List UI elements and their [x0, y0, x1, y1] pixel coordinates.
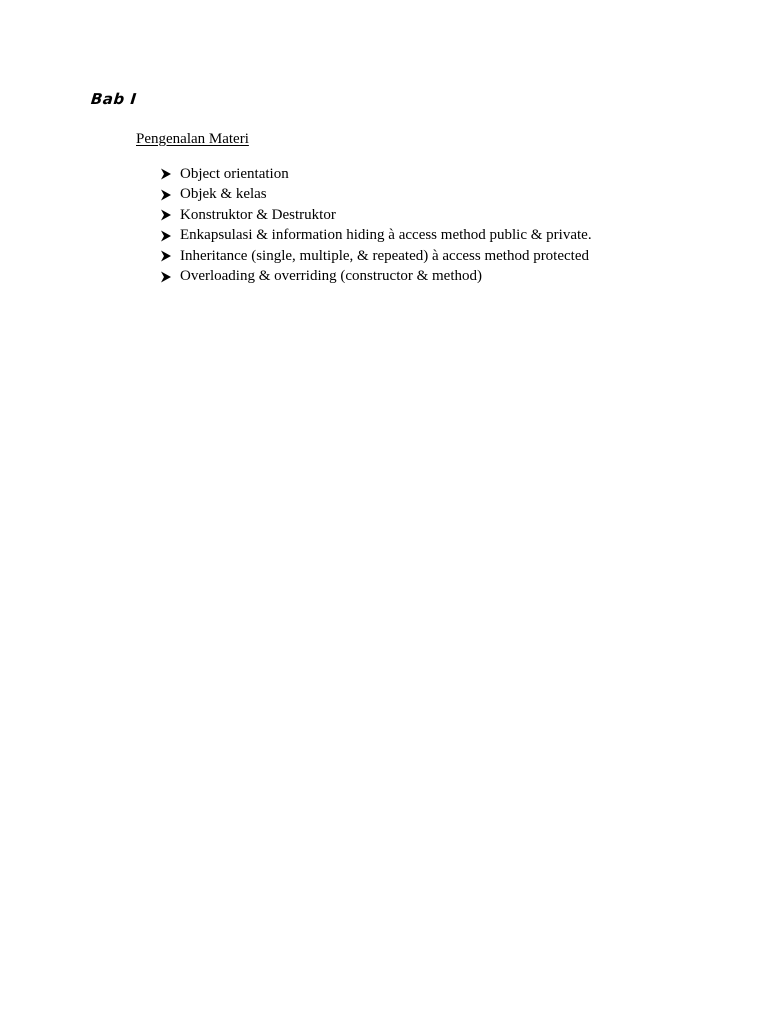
topic-list	[160, 164, 592, 287]
arrowhead-bullet-icon	[160, 189, 180, 201]
list-item	[160, 246, 592, 267]
arrowhead-bullet-icon	[160, 168, 180, 180]
list-item-label: Konstruktor & Destruktor	[180, 206, 336, 223]
list-item	[160, 267, 592, 288]
list-item-label: Objek & kelas	[180, 186, 267, 203]
list-item-label: Enkapsulasi & information hiding à access method public & private.	[180, 227, 592, 244]
list-item	[160, 226, 592, 247]
section-heading: Pengenalan Materi	[136, 131, 249, 147]
arrowhead-bullet-icon	[160, 250, 180, 262]
list-item-label: Inheritance (single, multiple, & repeated) à access method protected	[180, 247, 589, 264]
list-item-label: Object orientation	[180, 165, 289, 182]
list-item	[160, 185, 592, 206]
arrowhead-bullet-icon	[160, 230, 180, 242]
arrowhead-bullet-icon	[160, 209, 180, 221]
list-item	[160, 164, 592, 185]
arrowhead-bullet-icon	[160, 271, 180, 283]
list-item-label: Overloading & overriding (constructor & method)	[180, 268, 483, 285]
list-item	[160, 205, 592, 226]
chapter-title: Bab I	[90, 90, 138, 108]
